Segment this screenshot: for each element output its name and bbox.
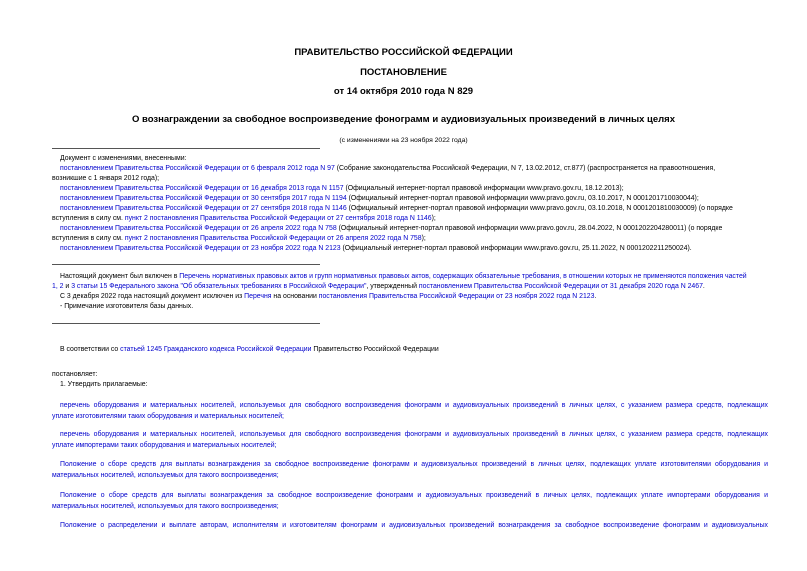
divider-top <box>52 148 320 149</box>
amendment-link[interactable]: постановлением Правительства Российской Федерации от 27 сентября 2018 года N 1146 <box>60 205 347 212</box>
approved-doc-link-cont[interactable]: материальных носителей, используемых для такого воспроизведения; <box>52 472 279 479</box>
changes-note: (с изменениями на 23 ноября 2022 года) <box>339 137 468 144</box>
amendment-effect-link[interactable]: пункт 2 постановления Правительства Российской Федерации от 27 сентября 2018 года N 1146 <box>124 215 432 222</box>
amendment-item-continued: возникшие с 1 января 2012 года); <box>52 175 160 182</box>
document-title: О вознаграждении за свободное воспроизведение фонограмм и аудиовизуальных произведений в личных целях <box>132 114 675 125</box>
issuing-authority: ПРАВИТЕЛЬСТВО РОССИЙСКОЙ ФЕДЕРАЦИИ <box>294 47 513 58</box>
amendment-link[interactable]: постановлением Правительства Российской Федерации от 23 ноября 2022 года N 2123 <box>60 245 341 252</box>
db-maker-note: - Примечание изготовителя базы данных. <box>60 303 194 310</box>
exclusion-resolution-link[interactable]: постановления Правительства Российской Федерации от 23 ноября 2022 года N 2123 <box>318 293 595 300</box>
document-date-number: от 14 октября 2010 года N 829 <box>333 86 474 97</box>
amendment-item: постановлением Правительства Российской Федерации от 30 сентября 2017 года N 1194 (Официальный интернет-портал правовой информации www.pravo.gov.ru, 03.10.2017, N 0001201710030044); <box>60 195 699 202</box>
civil-code-link[interactable]: статьей 1245 Гражданского кодекса Российской Федерации <box>120 346 312 353</box>
amendment-item: постановлением Правительства Российской Федерации от 6 февраля 2012 года N 97 (Собрание законодательства Российской Федерации, N 7, 13.02.2012, ст.877) (распространяется на правоотношения, <box>60 165 716 172</box>
divider-middle <box>52 264 320 265</box>
approved-doc-link[interactable]: Положение о сборе средств для выплаты вознаграждения за свободное воспроизведение фонограмм и аудиовизуальных произведений в личных целях, подлежащих уплате изготовителями оборудования и <box>60 461 768 468</box>
approved-doc-link[interactable]: перечень оборудования и материальных носителей, используемых для свободного воспроизведения фонограмм и аудиовизуальных произведений в личных целях, с указанием размера средств, подлежащих <box>60 431 768 438</box>
approved-doc-link-cont[interactable]: уплате изготовителями таких оборудования и материальных носителей; <box>52 413 284 420</box>
document-type: ПОСТАНОВЛЕНИЕ <box>360 67 447 78</box>
register-link[interactable]: Перечень нормативных правовых актов и групп нормативных правовых актов, содержащих обязательные требования, в отношении которых не применяются положения частей <box>179 273 747 280</box>
law-article-link[interactable]: 3 статьи 15 Федерального закона "Об обязательных требованиях в Российской Федерации" <box>71 283 367 290</box>
approved-doc-link[interactable]: Положение о распределении и выплате авторам, исполнителям и изготовителям фонограмм и аудиовизуальных произведений вознаграждения за свободное воспроизведение фонограмм и аудиовизуальных <box>60 522 768 529</box>
amendment-item-continued: вступления в силу см. пункт 2 постановления Правительства Российской Федерации от 26 апреля 2022 года N 758); <box>52 235 426 242</box>
amendment-item-continued: вступления в силу см. пункт 2 постановления Правительства Российской Федерации от 27 сентября 2018 года N 1146); <box>52 215 436 222</box>
amendments-intro: Документ с изменениями, внесенными: <box>60 155 187 162</box>
amendment-effect-link[interactable]: пункт 2 постановления Правительства Российской Федерации от 26 апреля 2022 года N 758 <box>124 235 422 242</box>
amendment-link[interactable]: постановлением Правительства Российской Федерации от 16 декабря 2013 года N 1157 <box>60 185 344 192</box>
approved-doc-4 <box>52 490 768 512</box>
notes-block <box>52 272 768 312</box>
approved-doc-link[interactable]: Положение о сборе средств для выплаты вознаграждения за свободное воспроизведение фонограмм и аудиовизуальных произведений в личных целях, подлежащих уплате импортерами оборудования и <box>60 492 768 499</box>
approved-doc-2 <box>52 429 768 451</box>
approved-doc-link-cont[interactable]: уплате импортерами таких оборудования и материальных носителей; <box>52 442 277 449</box>
approved-doc-1 <box>52 400 768 422</box>
item-1: 1. Утвердить прилагаемые: <box>60 381 148 388</box>
approved-doc-3 <box>52 459 768 481</box>
resolves-word: постановляет: <box>52 371 98 378</box>
amendment-item: постановлением Правительства Российской Федерации от 23 ноября 2022 года N 2123 (Официальный интернет-портал правовой информации www.pravo.gov.ru, 25.11.2022, N 0001202211250024). <box>60 245 692 252</box>
item-1-wrap <box>52 379 768 390</box>
amendment-link[interactable]: постановлением Правительства Российской Федерации от 30 сентября 2017 года N 1194 <box>60 195 347 202</box>
note-inclusion-continued: 1, 2 и 3 статьи 15 Федерального закона "Об обязательных требованиях в Российской Федерации", утвержденный постановлением Правительства Российской Федерации от 31 декабря 2020 года N 2467. <box>52 283 705 290</box>
divider-bottom <box>52 323 320 324</box>
register-short-link[interactable]: Перечня <box>244 293 272 300</box>
approval-resolution-link[interactable]: постановлением Правительства Российской Федерации от 31 декабря 2020 года N 2467 <box>418 283 703 290</box>
amendment-link[interactable]: постановлением Правительства Российской Федерации от 26 апреля 2022 года N 758 <box>60 225 337 232</box>
amendment-item: постановлением Правительства Российской Федерации от 27 сентября 2018 года N 1146 (Официальный интернет-портал правовой информации www.pravo.gov.ru, 03.10.2018, N 0001201810030009) (о порядке <box>60 205 733 212</box>
amendment-item: постановлением Правительства Российской Федерации от 26 апреля 2022 года N 758 (Официальный интернет-портал правовой информации www.pravo.gov.ru, 28.04.2022, N 0001202204280011) (о порядке <box>60 225 723 232</box>
amendment-item: постановлением Правительства Российской Федерации от 16 декабря 2013 года N 1157 (Официальный интернет-портал правовой информации www.pravo.gov.ru, 18.12.2013); <box>60 185 624 192</box>
approved-doc-link[interactable]: перечень оборудования и материальных носителей, используемых для свободного воспроизведения фонограмм и аудиовизуальных произведений в личных целях, с указанием размера средств, подлежащих <box>60 402 768 409</box>
preamble: В соответствии со статьей 1245 Гражданского кодекса Российской Федерации Правительство Российской Федерации <box>60 346 439 353</box>
approved-doc-5 <box>52 520 768 531</box>
approved-doc-link-cont[interactable]: материальных носителей, используемых для такого воспроизведения; <box>52 503 279 510</box>
amendment-link[interactable]: постановлением Правительства Российской Федерации от 6 февраля 2012 года N 97 <box>60 165 335 172</box>
note-exclusion: С 3 декабря 2022 года настоящий документ исключен из Перечня на основании постановления Правительства Российской Федерации от 23 ноября 2022 года N 2123. <box>60 293 597 300</box>
note-inclusion: Настоящий документ был включен в Перечень нормативных правовых актов и групп нормативных правовых актов, содержащих обязательные требования, в отношении которых не применяются положения частей <box>60 273 747 280</box>
amendments-block <box>52 154 768 254</box>
law-parts-link[interactable]: 1, 2 <box>52 283 64 290</box>
